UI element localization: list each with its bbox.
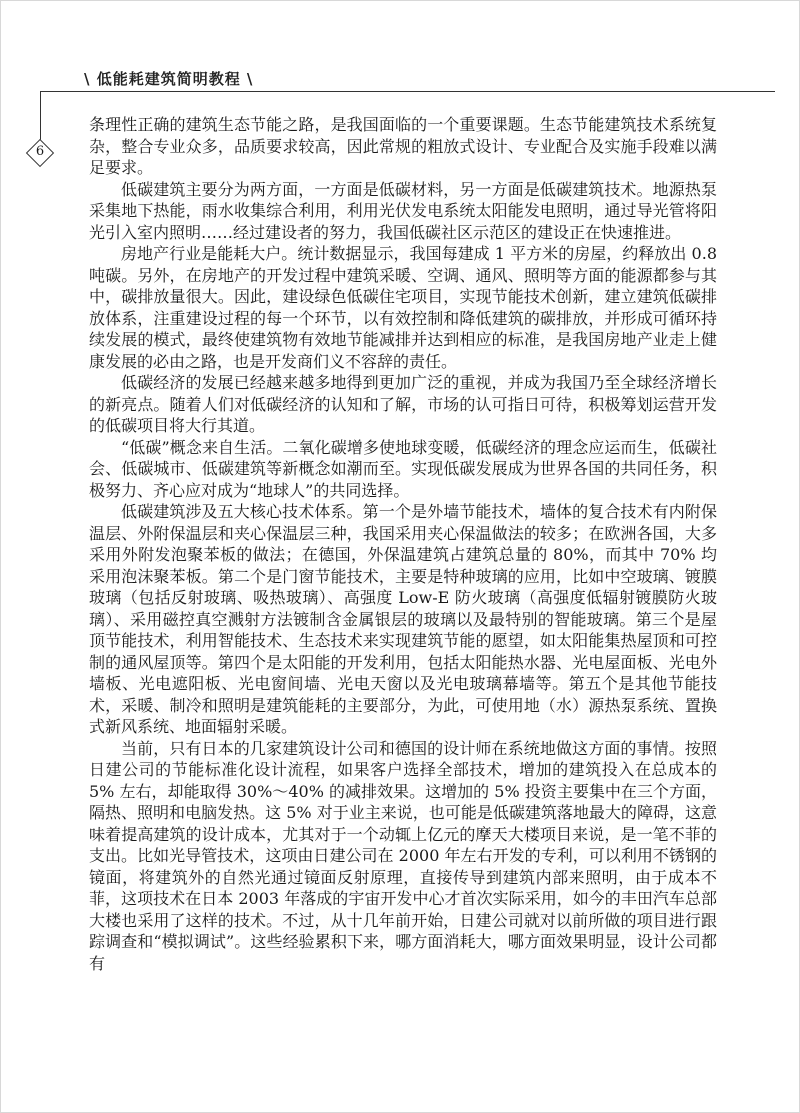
- running-header-title: \ 低能耗建筑简明教程 \: [84, 70, 254, 88]
- paragraph: 低碳建筑主要分为两方面，一方面是低碳材料，另一方面是低碳建筑技术。地源热泵采集地下热能，雨水收集综合利用，利用光伏发电系统太阳能发电照明，通过导光管将阳光引入室内照明……经过建设者的努力，我国低碳社区示范区的建设正在快速推进。: [89, 179, 717, 242]
- header-rule: [40, 91, 775, 92]
- paragraph: 条理性正确的建筑生态节能之路，是我国面临的一个重要课题。生态节能建筑技术系统复杂，整合专业众多，品质要求较高，因此常规的粗放式设计、专业配合及实施手段难以满足要求。: [89, 115, 717, 177]
- page-number-badge: [27, 140, 53, 166]
- paragraph: 低碳经济的发展已经越来越多地得到更加广泛的重视，并成为我国乃至全球经济增长的新亮点。随着人们对低碳经济的认知和了解，市场的认可指日可待，积极筹划运营开发的低碳项目将大行其道。: [89, 373, 717, 435]
- paragraph: 低碳建筑涉及五大核心技术体系。第一个是外墙节能技术，墙体的复合技术有内附保温层、外附保温层和夹心保温层三种，我国采用夹心保温做法的较多；在欧洲各国，大多采用外附发泡聚苯板的做法；在德国，外保温建筑占建筑总量的 80%，而其中 70% 均采用泡沫聚苯板。第二个是门窗节能技术，主要是特种玻璃的应用，比如中空玻璃、镀膜玻璃（包括反射玻璃、吸热玻璃）、高强度 Low-E 防火玻璃（高强度低辐射镀膜防火玻璃）、采用磁控真空溅射方法镀制含金属银层的玻璃以及最特别的智能玻璃。第三个是屋顶节能技术，利用智能技术、生态技术来实现建筑节能的愿望，如太阳能集热屋顶和可控制的通风屋顶等。第四个是太阳能的开发利用，包括太阳能热水器、光电屋面板、光电外墙板、光电遮阳板、光电窗间墙、光电天窗以及光电玻璃幕墙等。第五个是其他节能技术，采暖、制冷和照明是建筑能耗的主要部分，为此，可使用地（水）源热泵系统、置换式新风系统、地面辐射采暖。: [89, 502, 717, 736]
- paragraph: “低碳”概念来自生活。二氧化碳增多使地球变暖，低碳经济的理念应运而生，低碳社会、低碳城市、低碳建筑等新概念如潮而至。实现低碳发展成为世界各国的共同任务，积极努力、齐心应对成为“地球人”的共同选择。: [89, 437, 717, 500]
- page-number: 6: [35, 144, 45, 159]
- paragraph: 房地产行业是能耗大户。统计数据显示，我国每建成 1 平方米的房屋，约释放出 0.8 吨碳。另外，在房地产的开发过程中建筑采暖、空调、通风、照明等方面的能源都参与其中，碳排放量很大。因此，建设绿色低碳住宅项目，实现节能技术创新，建立建筑低碳排放体系，注重建设过程的每一个环节，以有效控制和降低建筑的碳排放，并形成可循环持续发展的模式，最终使建筑物有效地节能减排并达到相应的标准，是我国房地产业走上健康发展的必由之路，也是开发商们义不容辞的责任。: [89, 244, 717, 371]
- body-text: [89, 114, 717, 974]
- paragraph: 当前，只有日本的几家建筑设计公司和德国的设计师在系统地做这方面的事情。按照日建公司的节能标准化设计流程，如果客户选择全部技术，增加的建筑投入在总成本的 5% 左右，却能取得 30%～40% 的减排效果。这增加的 5% 投资主要集中在三个方面，隔热、照明和电脑发热。这 5% 对于业主来说，也可能是低碳建筑落地最大的障碍，这意味着提高建筑的设计成本，尤其对于一个动辄上亿元的摩天大楼项目来说，是一笔不菲的支出。比如光导管技术，这项由日建公司在 2000 年左右开发的专利，可以利用不锈钢的镜面，将建筑外的自然光通过镜面反射原理，直接传导到建筑内部来照明，由于成本不菲，这项技术在日本 2003 年落成的宇宙开发中心才首次实际采用，如今的丰田汽车总部大楼也采用了这样的技术。不过，从十几年前开始，日建公司就对以前所做的项目进行跟踪调查和“模拟调试”。这些经验累积下来，哪方面消耗大，哪方面效果明显，设计公司都有: [89, 738, 717, 973]
